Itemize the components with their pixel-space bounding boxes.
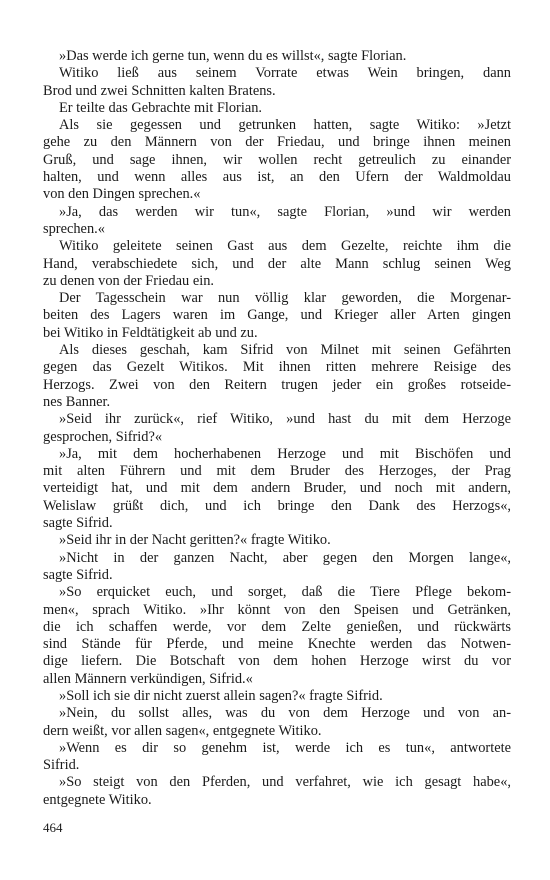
page-number: 464 bbox=[43, 820, 63, 835]
text-line: sprechen.« bbox=[43, 220, 105, 237]
text-line: men«, sprach Witiko. »Ihr könnt von den Speisen und Getränken, bbox=[43, 601, 511, 618]
paragraph bbox=[43, 411, 511, 446]
paragraph bbox=[43, 117, 511, 203]
paragraph bbox=[43, 688, 511, 705]
text-line: »So erquicket euch, und sorget, daß die Tiere Pflege bekom- bbox=[59, 584, 511, 601]
text-line: Als dieses geschah, kam Sifrid von Milnet mit seinen Gefährten bbox=[59, 342, 511, 359]
text-line: verteidigt hat, und mit dem andern Bruder, und noch mit andern, bbox=[43, 480, 511, 497]
text-line: Hand, verabschiedete sich, und der alte Mann schlug seinen Weg bbox=[43, 255, 511, 272]
text-line: sind Stände für Pferde, und meine Knechte werden das Notwen- bbox=[43, 636, 511, 653]
paragraph bbox=[43, 48, 511, 65]
text-line: Witiko ließ aus seinem Vorrate etwas Wein bringen, dann bbox=[59, 65, 511, 82]
text-line: dige liefern. Die Botschaft von dem hohen Herzoge wirst du vor bbox=[43, 653, 511, 670]
text-line: Der Tagesschein war nun völlig klar geworden, die Morgenar- bbox=[59, 290, 511, 307]
paragraph bbox=[43, 550, 511, 585]
text-line: »Das werde ich gerne tun, wenn du es willst«, sagte Florian. bbox=[59, 48, 407, 64]
text-line: Welislaw grüßt dich, und ich bringe den Dank des Herzogs«, bbox=[43, 497, 511, 514]
paragraph bbox=[43, 238, 511, 290]
paragraph bbox=[43, 532, 511, 549]
paragraph bbox=[43, 774, 511, 809]
text-line: gesprochen, Sifrid?« bbox=[43, 428, 163, 445]
text-line: Gruß, und sage ihnen, wir wollen recht getreulich zu einander bbox=[43, 151, 511, 168]
text-line: Witiko geleitete seinen Gast aus dem Gezelte, reichte ihm die bbox=[59, 238, 511, 255]
text-line: Herzogs. Zwei von den Reitern trugen jeder ein großes rotseide- bbox=[43, 376, 511, 393]
text-line: »So steigt von den Pferden, und verfahret, wie ich gesagt habe«, bbox=[59, 774, 511, 791]
text-line: Er teilte das Gebrachte mit Florian. bbox=[59, 99, 263, 116]
text-line: Als sie gegessen und getrunken hatten, sagte Witiko: »Jetzt bbox=[59, 117, 511, 134]
text-line: sagte Sifrid. bbox=[43, 515, 113, 532]
paragraph bbox=[43, 290, 511, 342]
text-line: »Seid ihr zurück«, rief Witiko, »und hast du mit dem Herzoge bbox=[59, 411, 511, 428]
text-line: gegen das Gezelt Witikos. Mit ihnen ritten mehrere Reisige des bbox=[43, 359, 511, 376]
paragraph bbox=[43, 65, 511, 100]
paragraph bbox=[43, 100, 511, 117]
text-line: mit alten Führern und mit dem Bruder des Herzoges, der Prag bbox=[43, 463, 511, 480]
text-line: von den Dingen sprechen.« bbox=[43, 186, 201, 203]
text-line: halten, und wenn alles aus ist, an den Ufern der Waldmoldau bbox=[43, 169, 511, 186]
paragraph bbox=[43, 204, 511, 239]
text-line: dern weißt, vor allen sagen«, entgegnete Witiko. bbox=[43, 722, 322, 739]
text-line: beiten des Lagers waren im Gange, und Krieger aller Arten gingen bbox=[43, 307, 511, 324]
paragraph bbox=[43, 740, 511, 775]
text-line: Brod und zwei Schnitten kalten Bratens. bbox=[43, 82, 276, 99]
text-line: zu denen von der Friedau ein. bbox=[43, 272, 215, 289]
text-line: sagte Sifrid. bbox=[43, 566, 113, 583]
paragraph bbox=[43, 705, 511, 740]
text-line: bei Witiko in Feldtätigkeit ab und zu. bbox=[43, 324, 258, 341]
text-line: gehe zu den Männern von der Friedau, und bringe ihnen meinen bbox=[43, 134, 511, 151]
paragraph bbox=[43, 342, 511, 411]
text-line: allen Männern verkündigen, Sifrid.« bbox=[43, 670, 253, 687]
text-line: »Seid ihr in der Nacht geritten?« fragte Witiko. bbox=[59, 532, 331, 549]
text-line: entgegnete Witiko. bbox=[43, 791, 152, 808]
text-line: nes Banner. bbox=[43, 393, 111, 410]
text-line: »Wenn es dir so genehm ist, werde ich es tun«, antwortete bbox=[59, 739, 511, 756]
text-line: »Ja, mit dem hocherhabenen Herzoge und mit Bischöfen und bbox=[59, 445, 511, 462]
text-line: »Nein, du sollst alles, was du von dem Herzoge und von an- bbox=[59, 705, 511, 722]
text-line: »Nicht in der ganzen Nacht, aber gegen den Morgen lange«, bbox=[59, 549, 511, 566]
page-body bbox=[43, 48, 511, 809]
text-line: die ich schaffen werde, vor dem Zelte genießen, und rückwärts bbox=[43, 618, 511, 635]
paragraph bbox=[43, 584, 511, 688]
text-line: Sifrid. bbox=[43, 757, 80, 774]
text-line: »Soll ich sie dir nicht zuerst allein sagen?« fragte Sifrid. bbox=[59, 687, 383, 704]
paragraph bbox=[43, 446, 511, 532]
text-line: »Ja, das werden wir tun«, sagte Florian, »und wir werden bbox=[59, 203, 511, 220]
